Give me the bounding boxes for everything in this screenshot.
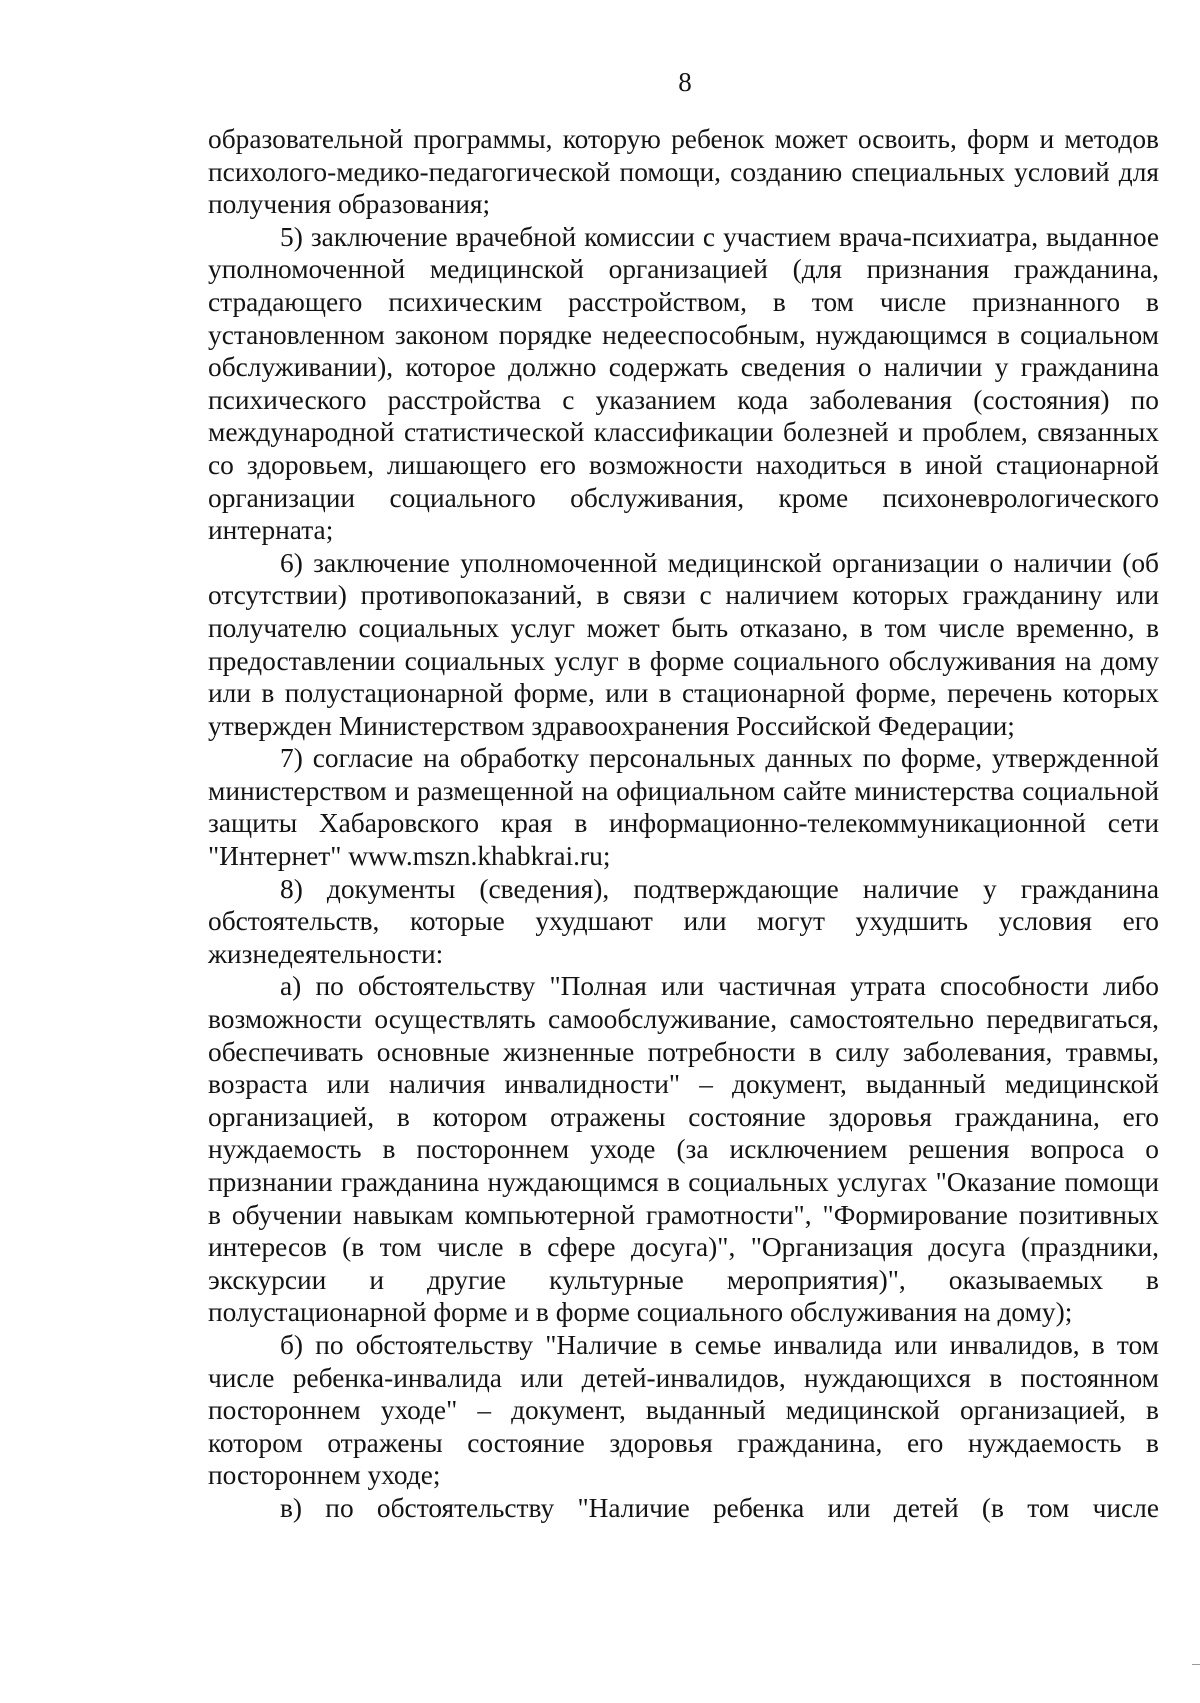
paragraph-subitem-a: а) по обстоятельству "Полная или частичная утрата способности либо возможности осуществлять самообслуживание, самостоятельно передвигаться, обеспечивать основные жизненные потребности в силу заболевания, травмы, возраста или наличия инвалидности" – документ, выданный медицинской организацией, в котором отражены состояние здоровья гражданина, его нуждаемость в постороннем уходе (за исключением решения вопроса о признании гражданина нуждающимся в социальных услугах "Оказание помощи в обучении навыкам компьютерной грамотности", "Формирование позитивных интересов (в том числе в сфере досуга)", "Организация досуга (праздники, экскурсии и другие культурные мероприятия)", оказываемых в полустационарной форме и в форме социального обслуживания на дому);	[208, 971, 1159, 1328]
paragraph-subitem-b: б) по обстоятельству "Наличие в семье инвалида или инвалидов, в том числе ребенка-инвалида или детей-инвалидов, нуждающихся в постоянном постороннем уходе" – документ, выданный медицинской организацией, в котором отражены состояние здоровья гражданина, его нуждаемость в постороннем уходе;	[208, 1329, 1159, 1491]
paragraph-item-6: 6) заключение уполномоченной медицинской организации о наличии (об отсутствии) противопоказаний, в связи с наличием которых гражданину или получателю социальных услуг может быть отказано, в том числе временно, в предоставлении социальных услуг в форме социального обслуживания на дому или в полустационарной форме, или в стационарной форме, перечень которых утвержден Министерством здравоохранения Российской Федерации;	[208, 547, 1159, 741]
page-number: 8	[678, 67, 692, 97]
paragraph-item-5: 5) заключение врачебной комиссии с участием врача-психиатра, выданное уполномоченной медицинской организацией (для признания гражданина, страдающего психическим расстройством, в том числе признанного в установленном законом порядке недееспособным, нуждающимся в социальном обслуживании), которое должно содержать сведения о наличии у гражданина психического расстройства с указанием кода заболевания (состояния) по международной статистической классификации болезней и проблем, связанных со здоровьем, лишающего его возможности находиться в иной стационарной организации социального обслуживания, кроме психоневрологического интерната;	[208, 221, 1159, 546]
scan-edge-mark	[1192, 1664, 1200, 1665]
paragraph-continuation: образовательной программы, которую ребенок может освоить, форм и методов психолого-медико-педагогической помощи, созданию специальных условий для получения образования;	[208, 124, 1159, 220]
paragraph-item-7: 7) согласие на обработку персональных данных по форме, утвержденной министерством и размещенной на официальном сайте министерства социальной защиты Хабаровского края в информационно-телекоммуникационной сети "Интернет" www.mszn.khabkrai.ru;	[208, 743, 1159, 872]
paragraph-subitem-v: в) по обстоятельству "Наличие ребенка или детей (в том числе	[280, 1492, 1159, 1523]
document-body	[208, 123, 1159, 1525]
paragraph-item-8: 8) документы (сведения), подтверждающие наличие у гражданина обстоятельств, которые ухудшают или могут ухудшить условия его жизнедеятельности:	[208, 873, 1159, 969]
